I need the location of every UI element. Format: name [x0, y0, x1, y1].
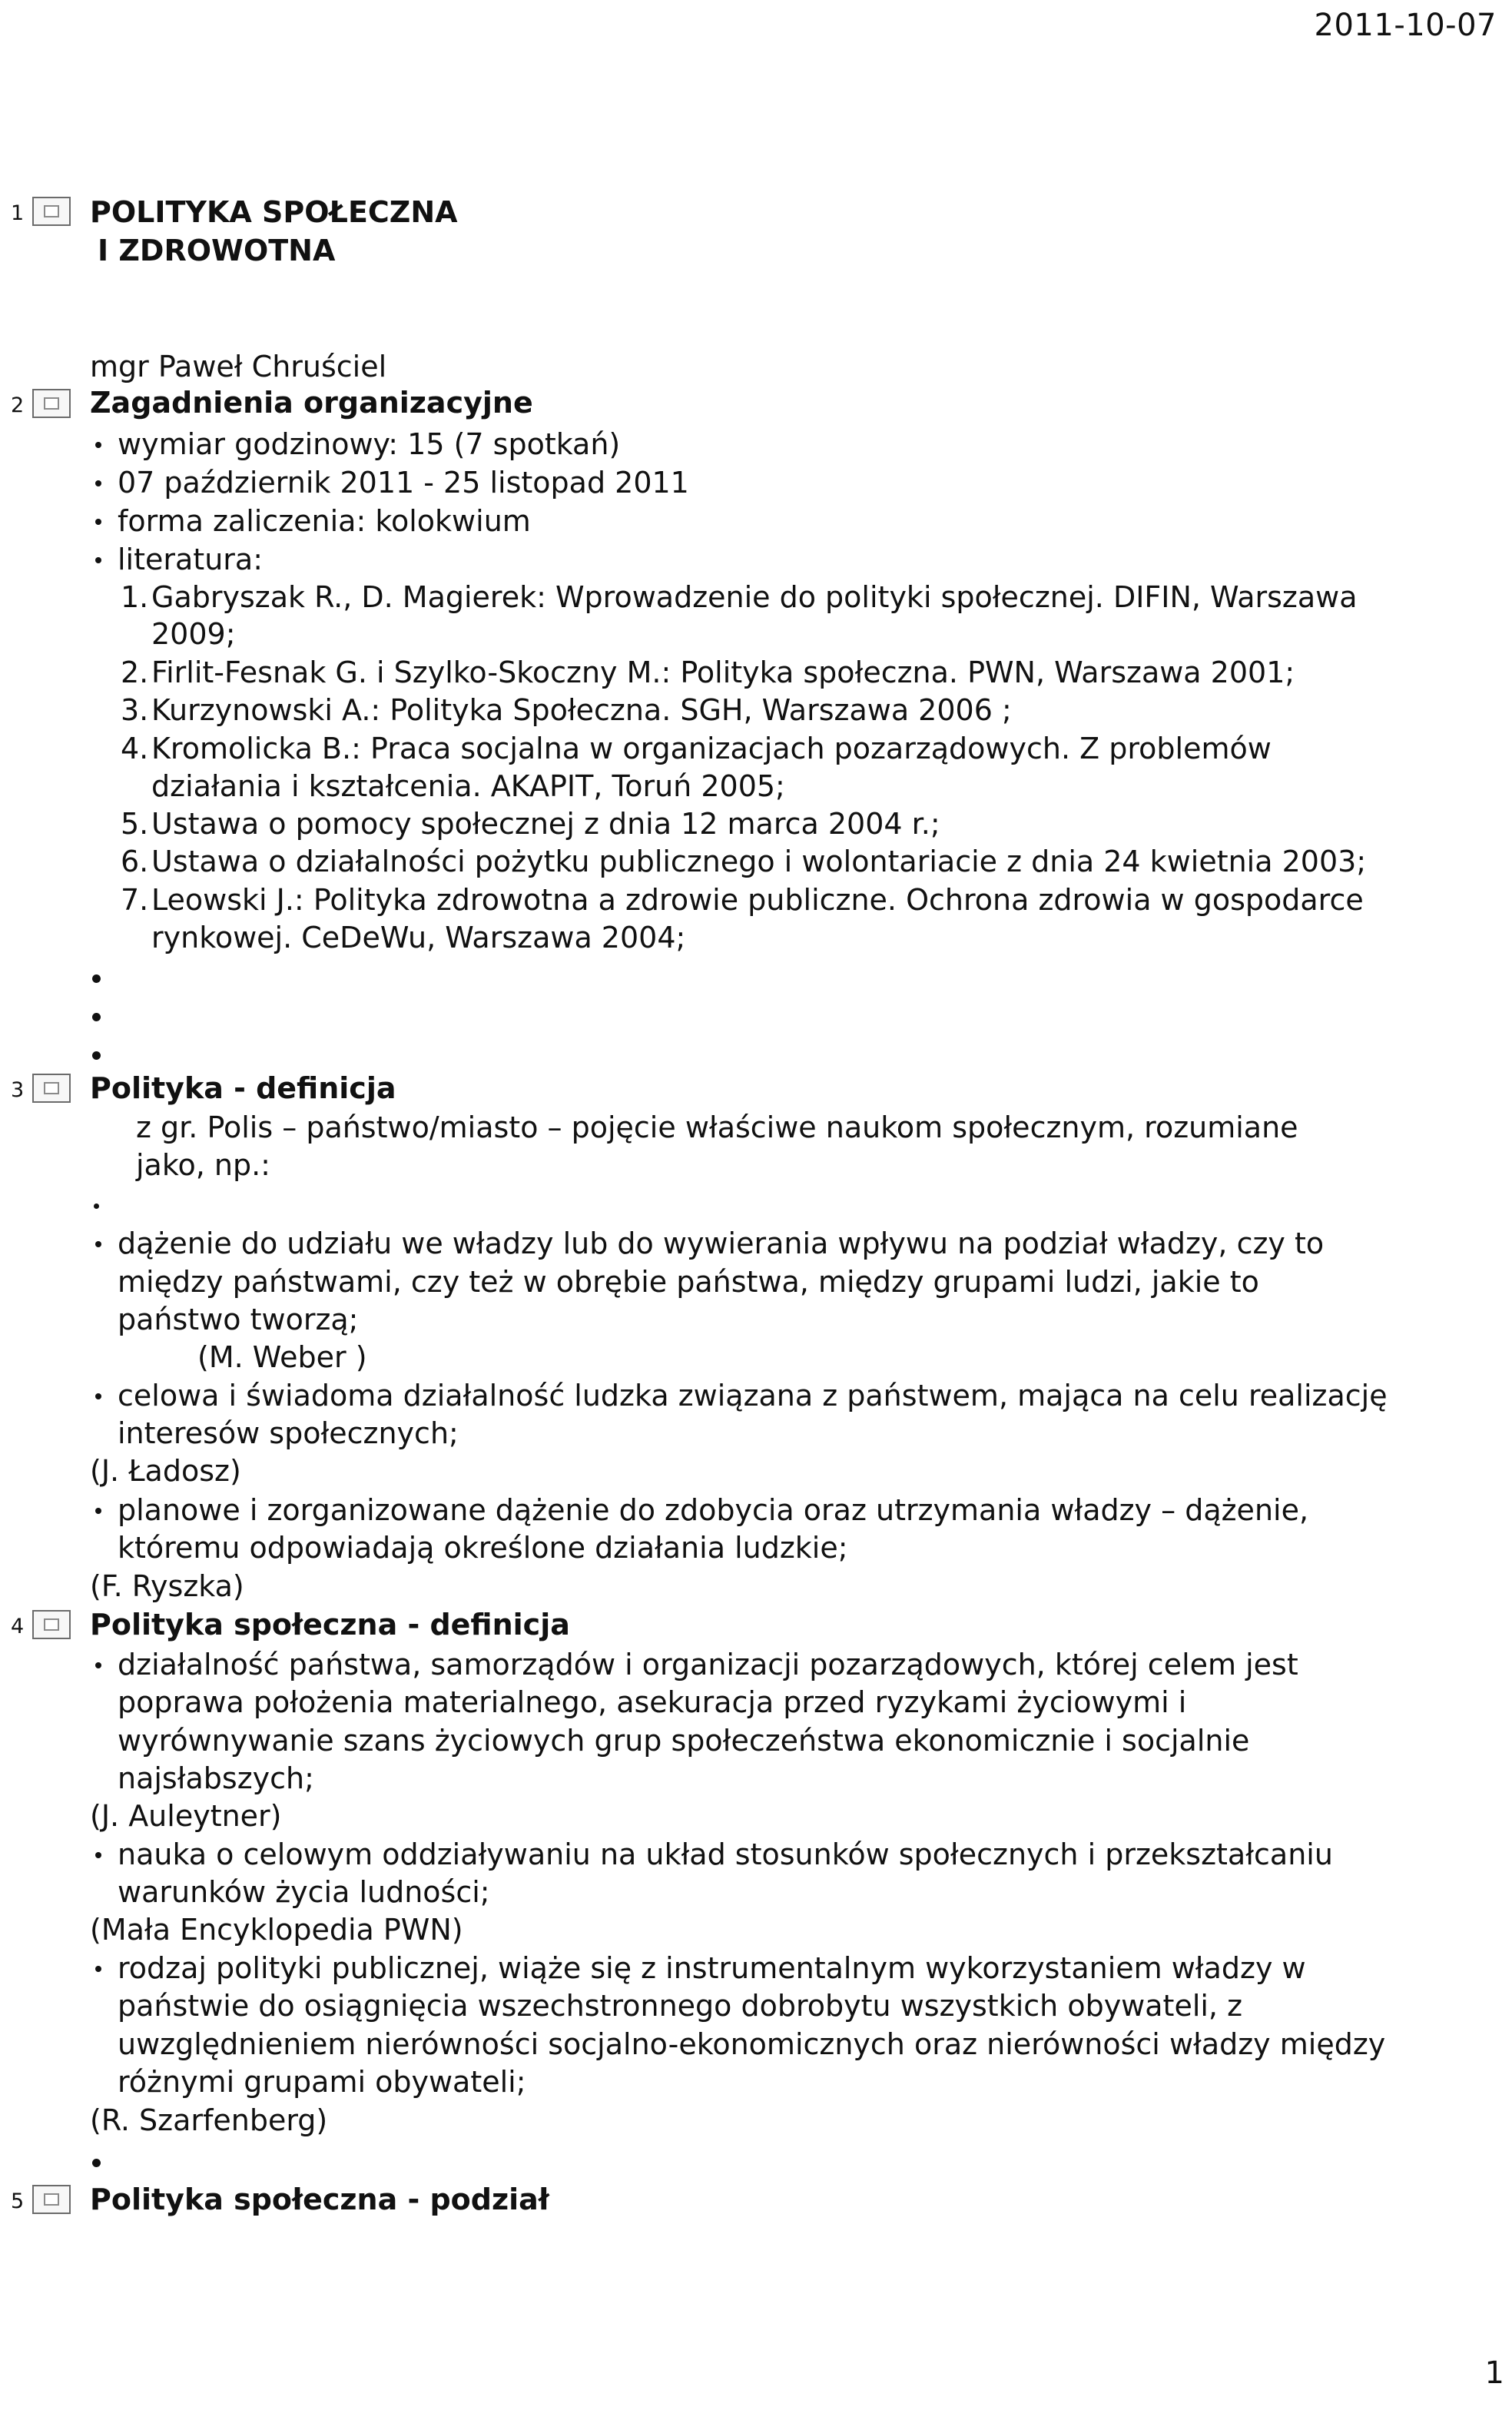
literature-item: Gabryszak R., D. Magierek: Wprowadzenie do polityki społecznej. DIFIN, Warszawa — [151, 580, 1358, 614]
definition-text: wyrównywanie szans życiowych grup społeczeństwa ekonomicznie i socjalnie — [118, 1724, 1250, 1758]
slide-title: Polityka - definicja — [90, 1071, 396, 1105]
definition-text: między państwami, czy też w obrębie państwa, między grupami ludzi, jakie to — [118, 1265, 1259, 1299]
bullet-text: 07 październik 2011 - 25 listopad 2011 — [118, 466, 689, 500]
list-number: 2. — [121, 656, 149, 689]
bullet-icon — [95, 442, 101, 448]
literature-item: Firlit-Fesnak G. i Szylko-Skoczny M.: Polityka społeczna. PWN, Warszawa 2001; — [151, 656, 1295, 689]
bullet-icon — [95, 480, 101, 486]
empty-bullet-icon — [94, 1203, 99, 1209]
literature-item: działania i kształcenia. AKAPIT, Toruń 2005; — [151, 769, 785, 803]
literature-item: Kurzynowski A.: Polityka Społeczna. SGH, Warszawa 2006 ; — [151, 693, 1012, 727]
slide-thumbnail-icon — [32, 2185, 71, 2214]
definition-text: najsłabszych; — [118, 1761, 314, 1795]
literature-item: Ustawa o działalności pożytku publicznego i wolontariacie z dnia 24 kwietnia 2003; — [151, 845, 1367, 878]
definition-text: poprawa położenia materialnego, asekuracja przed ryzykami życiowymi i — [118, 1685, 1187, 1719]
definition-author: (J. Ładosz) — [90, 1454, 241, 1488]
slide-number: 5 — [11, 2189, 25, 2213]
list-number: 7. — [121, 883, 149, 917]
slide-number: 1 — [11, 201, 25, 225]
bullet-icon — [95, 1393, 101, 1399]
slide-title: Polityka społeczna - podział — [90, 2183, 549, 2216]
definition-text: różnymi grupami obywateli; — [118, 2065, 526, 2099]
empty-bullet-icon — [92, 2159, 101, 2167]
definition-text: rodzaj polityki publicznej, wiąże się z instrumentalnym wykorzystaniem władzy w — [118, 1951, 1306, 1985]
literature-item: Ustawa o pomocy społecznej z dnia 12 marca 2004 r.; — [151, 807, 940, 841]
intro-text: jako, np.: — [136, 1148, 270, 1182]
print-date: 2011-10-07 — [1314, 8, 1497, 43]
definition-text: dążenie do udziału we władzy lub do wywierania wpływu na podział władzy, czy to — [118, 1227, 1325, 1260]
definition-text: interesów społecznych; — [118, 1416, 459, 1450]
definition-text: działalność państwa, samorządów i organizacji pozarządowych, której celem jest — [118, 1648, 1298, 1681]
definition-text: państwie do osiągnięcia wszechstronnego dobrobytu wszystkich obywateli, z — [118, 1989, 1243, 2023]
slide-thumbnail-icon — [32, 1074, 71, 1103]
bullet-text: forma zaliczenia: kolokwium — [118, 504, 531, 538]
slide-title-line-2: I ZDROWOTNA — [98, 234, 336, 267]
definition-text: warunków życia ludności; — [118, 1875, 490, 1909]
bullet-text: literatura: — [118, 543, 263, 576]
bullet-icon — [95, 519, 101, 525]
bullet-icon — [95, 557, 101, 563]
literature-item: Kromolicka B.: Praca socjalna w organizacjach pozarządowych. Z problemów — [151, 732, 1272, 765]
empty-bullet-icon — [92, 1013, 101, 1021]
literature-item: 2009; — [151, 617, 236, 651]
author: mgr Paweł Chruściel — [90, 350, 387, 383]
definition-author: (J. Auleytner) — [90, 1799, 282, 1833]
empty-bullet-icon — [92, 1051, 101, 1060]
list-number: 3. — [121, 693, 149, 727]
bullet-icon — [95, 1508, 101, 1514]
literature-item: Leowski J.: Polityka zdrowotna a zdrowie publiczne. Ochrona zdrowia w gospodarce — [151, 883, 1364, 917]
list-number: 4. — [121, 732, 149, 765]
bullet-text: wymiar godzinowy: 15 (7 spotkań) — [118, 427, 621, 461]
slide-number: 2 — [11, 393, 25, 417]
slide-title: Zagadnienia organizacyjne — [90, 386, 533, 420]
list-number: 1. — [121, 580, 149, 614]
slide-title: Polityka społeczna - definicja — [90, 1608, 570, 1642]
slide-title-line-1: POLITYKA SPOŁECZNA — [90, 195, 458, 229]
definition-text: uwzględnieniem nierówności socjalno-ekonomicznych oraz nierówności władzy między — [118, 2027, 1386, 2061]
bullet-icon — [95, 1662, 101, 1668]
slide-thumbnail-icon — [32, 389, 71, 418]
slide-thumbnail-icon — [32, 1610, 71, 1639]
definition-text: nauka o celowym oddziaływaniu na układ stosunków społecznych i przekształcaniu — [118, 1837, 1333, 1871]
page-number: 1 — [1484, 2355, 1504, 2391]
list-number: 6. — [121, 845, 149, 878]
bullet-icon — [95, 1852, 101, 1858]
definition-author: (M. Weber ) — [197, 1340, 367, 1374]
bullet-icon — [95, 1966, 101, 1972]
slide-thumbnail-icon — [32, 197, 71, 226]
empty-bullet-icon — [92, 974, 101, 983]
intro-text: z gr. Polis – państwo/miasto – pojęcie właściwe naukom społecznym, rozumiane — [136, 1110, 1298, 1144]
definition-text: planowe i zorganizowane dążenie do zdobycia oraz utrzymania władzy – dążenie, — [118, 1493, 1309, 1527]
definition-text: celowa i świadoma działalność ludzka związana z państwem, mająca na celu realizację — [118, 1379, 1388, 1413]
definition-author: (F. Ryszka) — [90, 1569, 244, 1603]
literature-item: rynkowej. CeDeWu, Warszawa 2004; — [151, 921, 686, 954]
definition-author: (R. Szarfenberg) — [90, 2103, 328, 2137]
definition-text: któremu odpowiadają określone działania ludzkie; — [118, 1531, 848, 1565]
definition-text: państwo tworzą; — [118, 1303, 359, 1336]
definition-author: (Mała Encyklopedia PWN) — [90, 1913, 463, 1947]
slide-number: 3 — [11, 1078, 25, 1102]
slide-number: 4 — [11, 1615, 25, 1638]
bullet-icon — [95, 1241, 101, 1247]
list-number: 5. — [121, 807, 149, 841]
